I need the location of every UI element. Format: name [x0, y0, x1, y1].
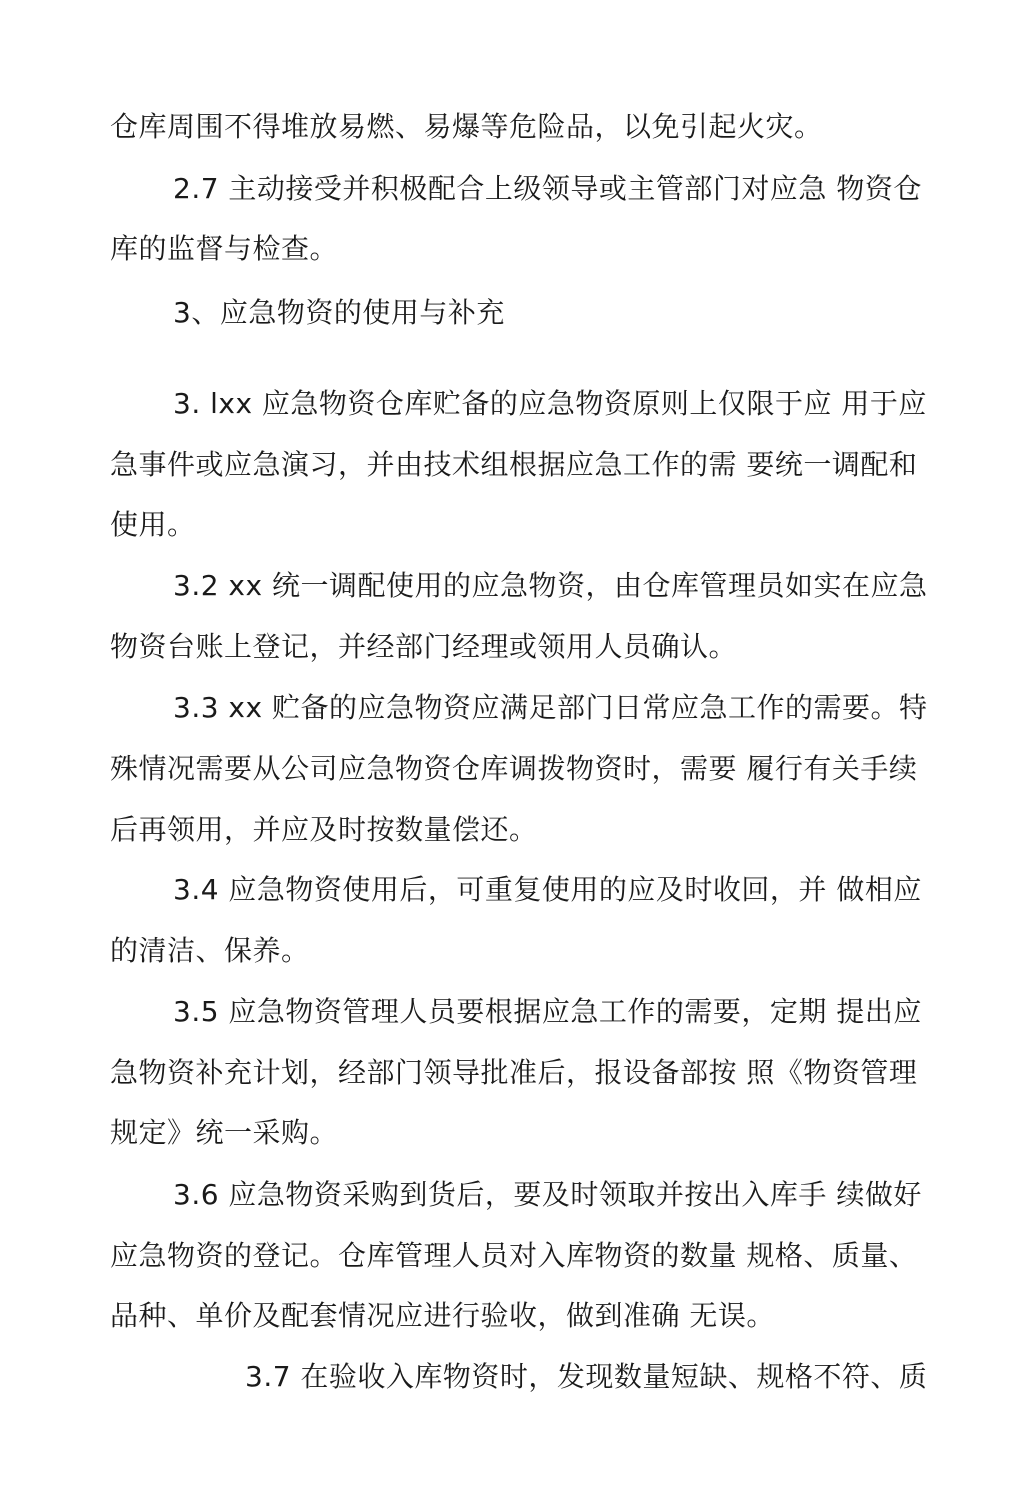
- text-line: 3.5 应急物资管理人员要根据应急工作的需要，定期 提出应: [173, 995, 922, 1028]
- text-line: 2.7 主动接受并积极配合上级领导或主管部门对应急 物资仓: [173, 172, 922, 205]
- text-line: 应急物资的登记。仓库管理人员对入库物资的数量 规格、质量、: [110, 1239, 918, 1272]
- text-line: 的清洁、保养。: [110, 934, 310, 967]
- text-line: 后再领用，并应及时按数量偿还。: [110, 813, 538, 846]
- text-line: 急物资补充计划，经部门领导批准后，报设备部按 照《物资管理: [110, 1056, 918, 1089]
- text-line: 3.2 xx 统一调配使用的应急物资，由仓库管理员如实在应急: [173, 569, 928, 602]
- text-line: 殊情况需要从公司应急物资仓库调拨物资时，需要 履行有关手续: [110, 752, 918, 785]
- text-line: 3. lxx 应急物资仓库贮备的应急物资原则上仅限于应 用于应: [173, 387, 927, 420]
- text-line: 3.6 应急物资采购到货后，要及时领取并按出入库手 续做好: [173, 1178, 922, 1211]
- text-line: 使用。: [110, 508, 196, 541]
- text-line: 3.3 xx 贮备的应急物资应满足部门日常应急工作的需要。特: [173, 691, 928, 724]
- text-line: 库的监督与检查。: [110, 232, 339, 265]
- text-line: 物资台账上登记，并经部门经理或领用人员确认。: [110, 630, 738, 663]
- text-line: 品种、单价及配套情况应进行验收，做到准确 无误。: [110, 1299, 775, 1332]
- text-line: 3.7 在验收入库物资时，发现数量短缺、规格不符、质: [245, 1360, 928, 1393]
- text-line: 仓库周围不得堆放易燃、易爆等危险品，以免引起火灾。: [110, 110, 823, 143]
- text-line: 急事件或应急演习，并由技术组根据应急工作的需 要统一调配和: [110, 448, 918, 481]
- text-line: 规定》统一采购。: [110, 1116, 339, 1149]
- text-line: 3.4 应急物资使用后，可重复使用的应及时收回，并 做相应: [173, 873, 922, 906]
- section-heading: 3、应急物资的使用与补充: [173, 296, 505, 329]
